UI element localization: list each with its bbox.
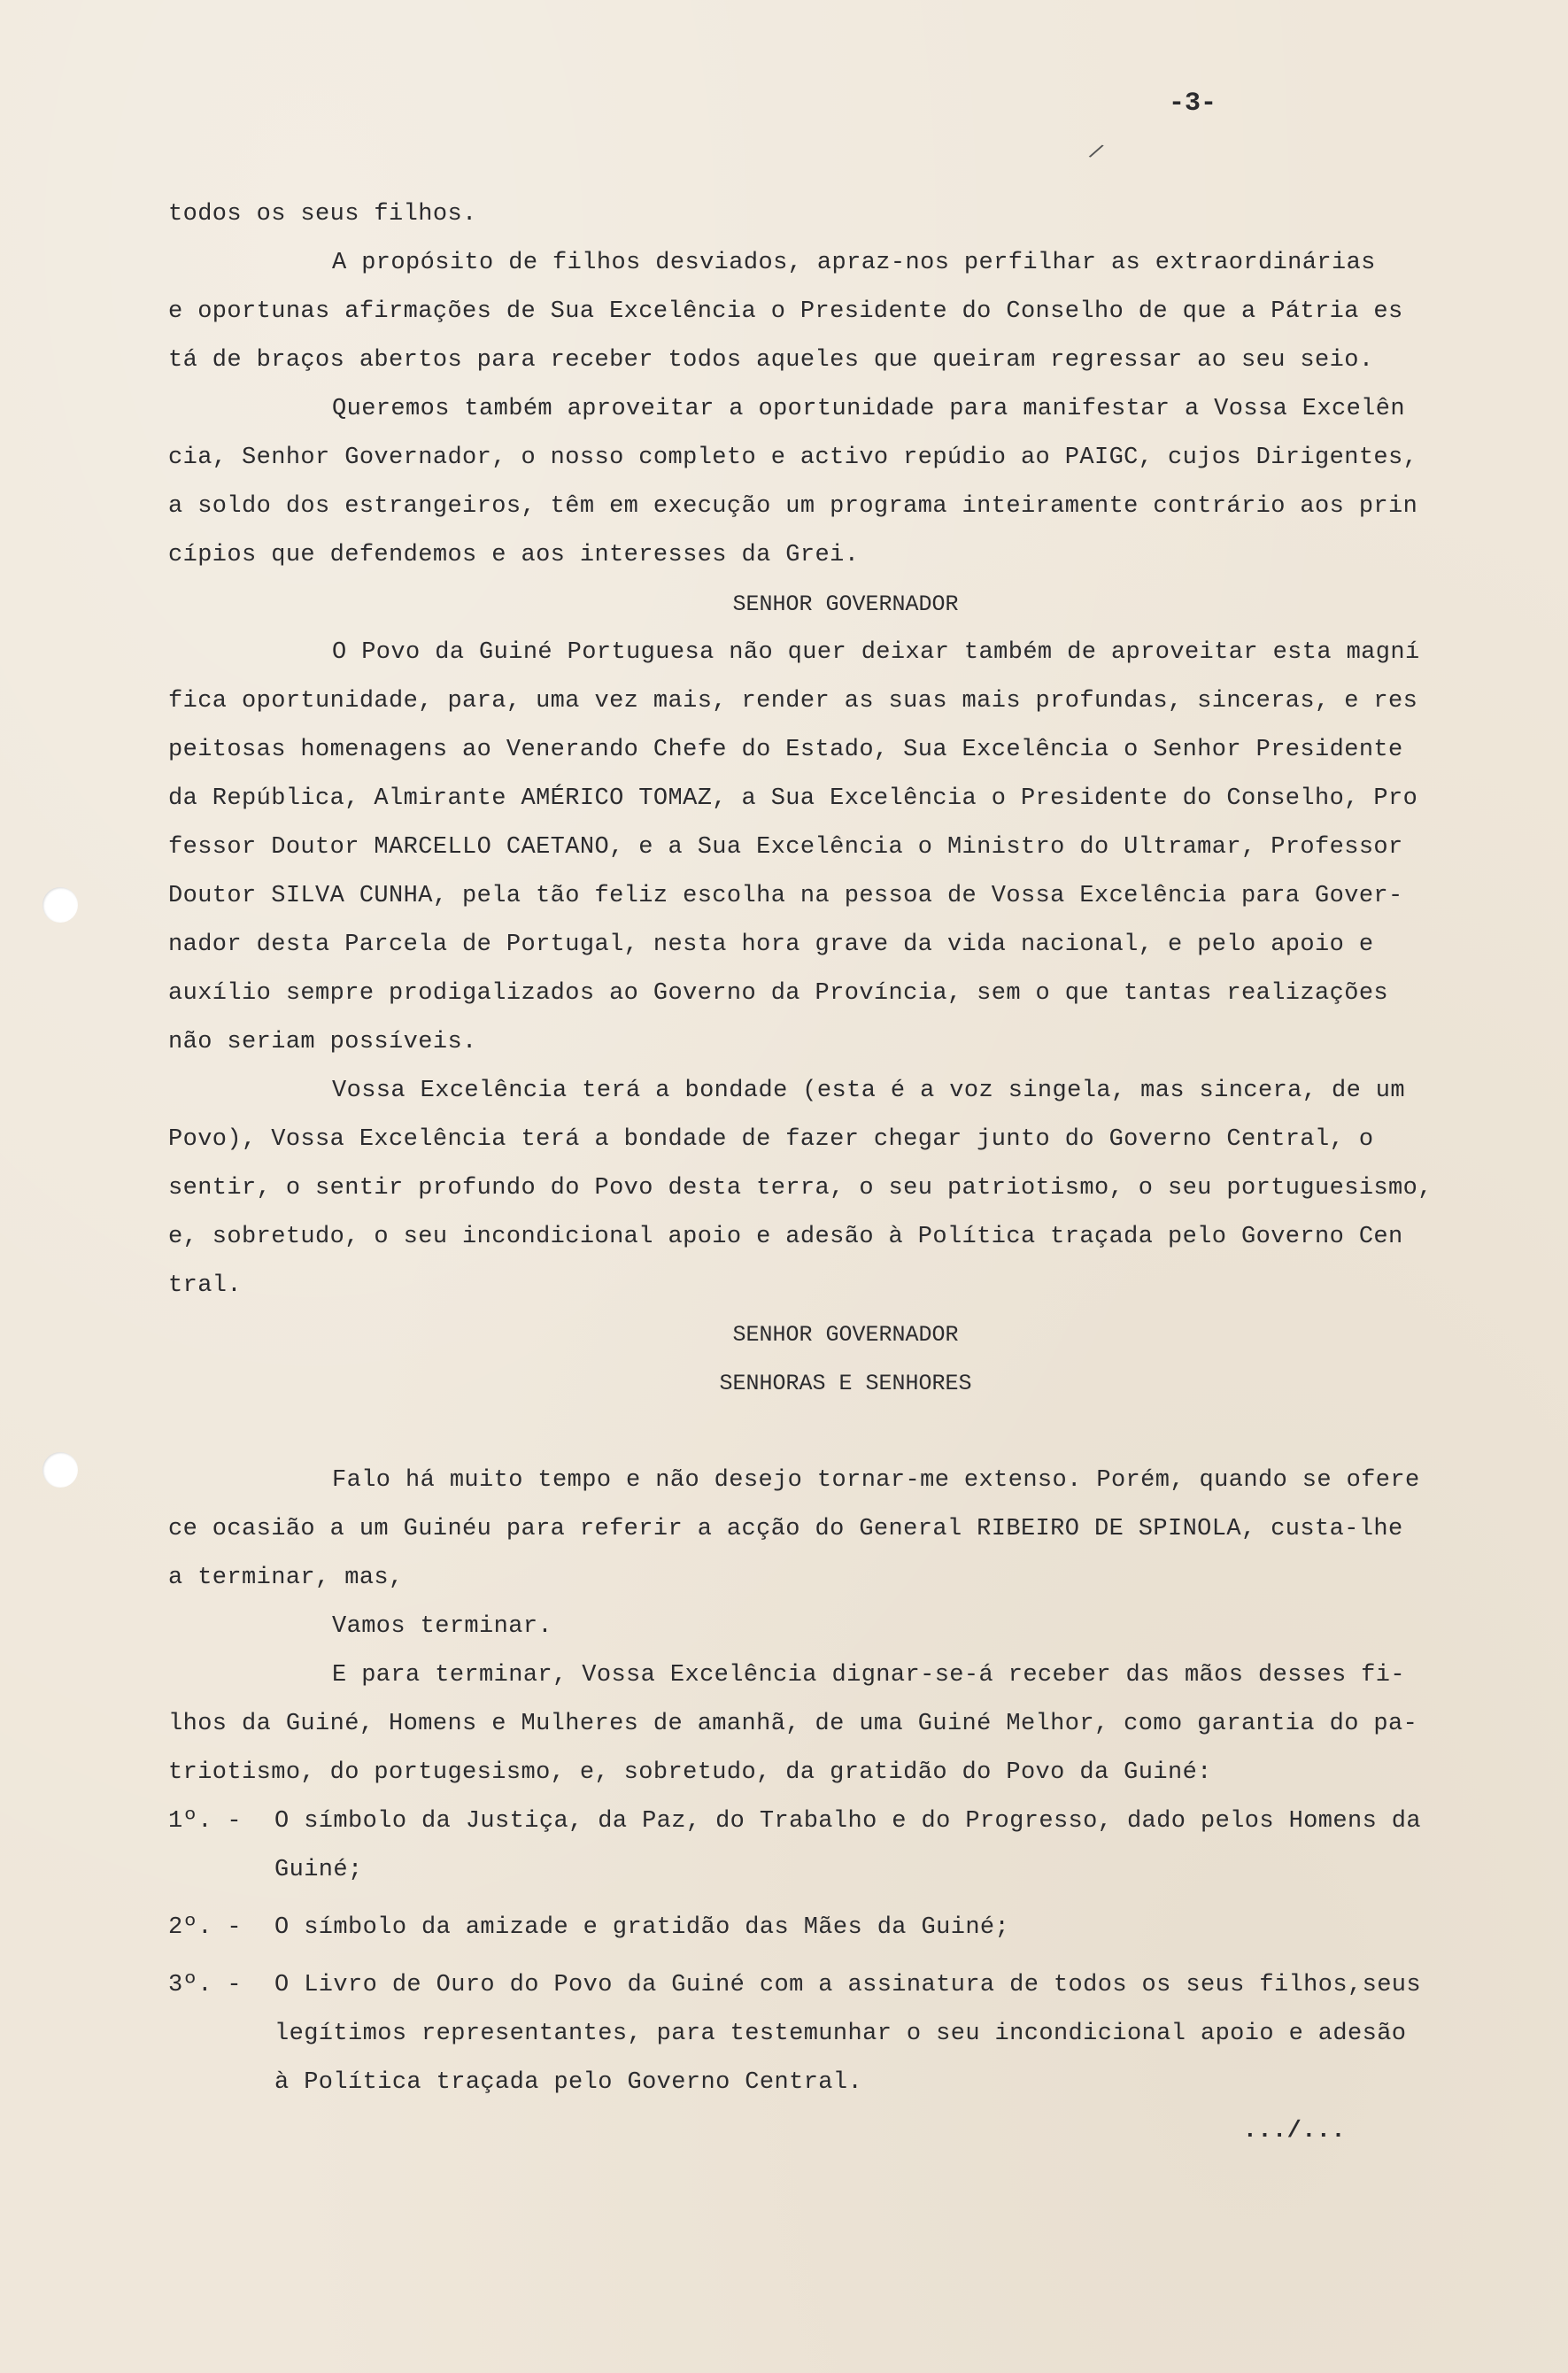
handwritten-tick: / (1085, 140, 1106, 167)
list-item-continuation: Guiné; (274, 1857, 363, 1883)
text-line: e, sobretudo, o seu incondicional apoio e adesão à Política traçada pelo Governo Cen (168, 1224, 1403, 1250)
text-line: não seriam possíveis. (168, 1029, 477, 1055)
continuation-mark: .../... (1242, 2118, 1346, 2145)
spacer (168, 1952, 1443, 1961)
text-line: ce ocasião a um Guinéu para referir a acção do General RIBEIRO DE SPINOLA, custa-lhe (168, 1516, 1403, 1542)
text-line: a terminar, mas, (168, 1565, 404, 1591)
text-line: fessor Doutor MARCELLO CAETANO, e a Sua Excelência o Ministro do Ultramar, Professor (168, 834, 1403, 861)
spacer (168, 1895, 1443, 1904)
text-line: A propósito de filhos desviados, apraz-nos perfilhar as extraordinárias (332, 250, 1376, 276)
text-line: Vossa Excelência terá a bondade (esta é a voz singela, mas sincera, de um (332, 1078, 1405, 1104)
text-line: triotismo, do portugesismo, e, sobretudo, da gratidão do Povo da Guiné: (168, 1759, 1212, 1786)
list-item (168, 1797, 1443, 1846)
text-line: Queremos também aproveitar a oportunidade para manifestar a Vossa Excelên (332, 396, 1405, 422)
section-heading: SENHOR GOVERNADOR (732, 591, 959, 617)
section-heading: SENHORAS E SENHORES (719, 1371, 972, 1396)
list-item-text: O Livro de Ouro do Povo da Guiné com a assinatura de todos os seus filhos,seus (274, 1972, 1422, 1998)
letter-body (168, 190, 1443, 2156)
text-line: Povo), Vossa Excelência terá a bondade de fazer chegar junto do Governo Central, o (168, 1126, 1374, 1153)
list-item-text: O símbolo da amizade e gratidão das Mães da Guiné; (274, 1914, 1010, 1941)
list-item (168, 1904, 1443, 1952)
list-item-continuation: legítimos representantes, para testemunhar o seu incondicional apoio e adesão (274, 2021, 1407, 2047)
text-line: tá de braços abertos para receber todos aqueles que queiram regressar ao seu seio. (168, 347, 1374, 374)
text-line: O Povo da Guiné Portuguesa não quer deixar também de aproveitar esta magní (332, 639, 1420, 666)
text-line: Falo há muito tempo e não desejo tornar-me extenso. Porém, quando se ofere (332, 1467, 1420, 1494)
text-line: sentir, o sentir profundo do Povo desta terra, o seu patriotismo, o seu portuguesismo, (168, 1175, 1433, 1202)
punch-hole (42, 1452, 78, 1488)
text-line: lhos da Guiné, Homens e Mulheres de amanhã, de uma Guiné Melhor, como garantia do pa- (168, 1711, 1418, 1737)
list-item-number: 2º. - (168, 1914, 243, 1941)
spacer (168, 1408, 1443, 1457)
text-line: a soldo dos estrangeiros, têm em execução um programa inteiramente contrário aos prin (168, 493, 1418, 520)
text-line: da República, Almirante AMÉRICO TOMAZ, a Sua Excelência o Presidente do Conselho, Pro (168, 785, 1418, 812)
text-line: fica oportunidade, para, uma vez mais, render as suas mais profundas, sinceras, e res (168, 688, 1418, 715)
text-line: nador desta Parcela de Portugal, nesta hora grave da vida nacional, e pelo apoio e (168, 931, 1374, 958)
page-number: -3- (1169, 89, 1217, 119)
text-line: cípios que defendemos e aos interesses da Grei. (168, 542, 860, 568)
text-line: auxílio sempre prodigalizados ao Governo da Província, sem o que tantas realizações (168, 980, 1389, 1007)
text-line: peitosas homenagens ao Venerando Chefe do Estado, Sua Excelência o Senhor Presidente (168, 737, 1403, 763)
list-item-text: O símbolo da Justiça, da Paz, do Trabalho e do Progresso, dado pelos Homens da (274, 1808, 1422, 1835)
list-item-number: 3º. - (168, 1972, 243, 1998)
text-line: todos os seus filhos. (168, 201, 477, 228)
text-line: cia, Senhor Governador, o nosso completo e activo repúdio ao PAIGC, cujos Dirigentes, (168, 444, 1418, 471)
section-heading: SENHOR GOVERNADOR (732, 1322, 959, 1348)
list-item-continuation: à Política traçada pelo Governo Central. (274, 2069, 863, 2096)
text-line: e oportunas afirmações de Sua Excelência o Presidente do Conselho de que a Pátria es (168, 298, 1403, 325)
punch-hole (42, 887, 78, 923)
text-line: E para terminar, Vossa Excelência dignar-se-á receber das mãos desses fi- (332, 1662, 1405, 1689)
list-item (168, 1961, 1443, 2010)
text-line: tral. (168, 1272, 243, 1299)
text-line: Doutor SILVA CUNHA, pela tão feliz escolha na pessoa de Vossa Excelência para Gover- (168, 883, 1403, 909)
list-item-number: 1º. - (168, 1808, 243, 1835)
text-line: Vamos terminar. (332, 1613, 553, 1640)
